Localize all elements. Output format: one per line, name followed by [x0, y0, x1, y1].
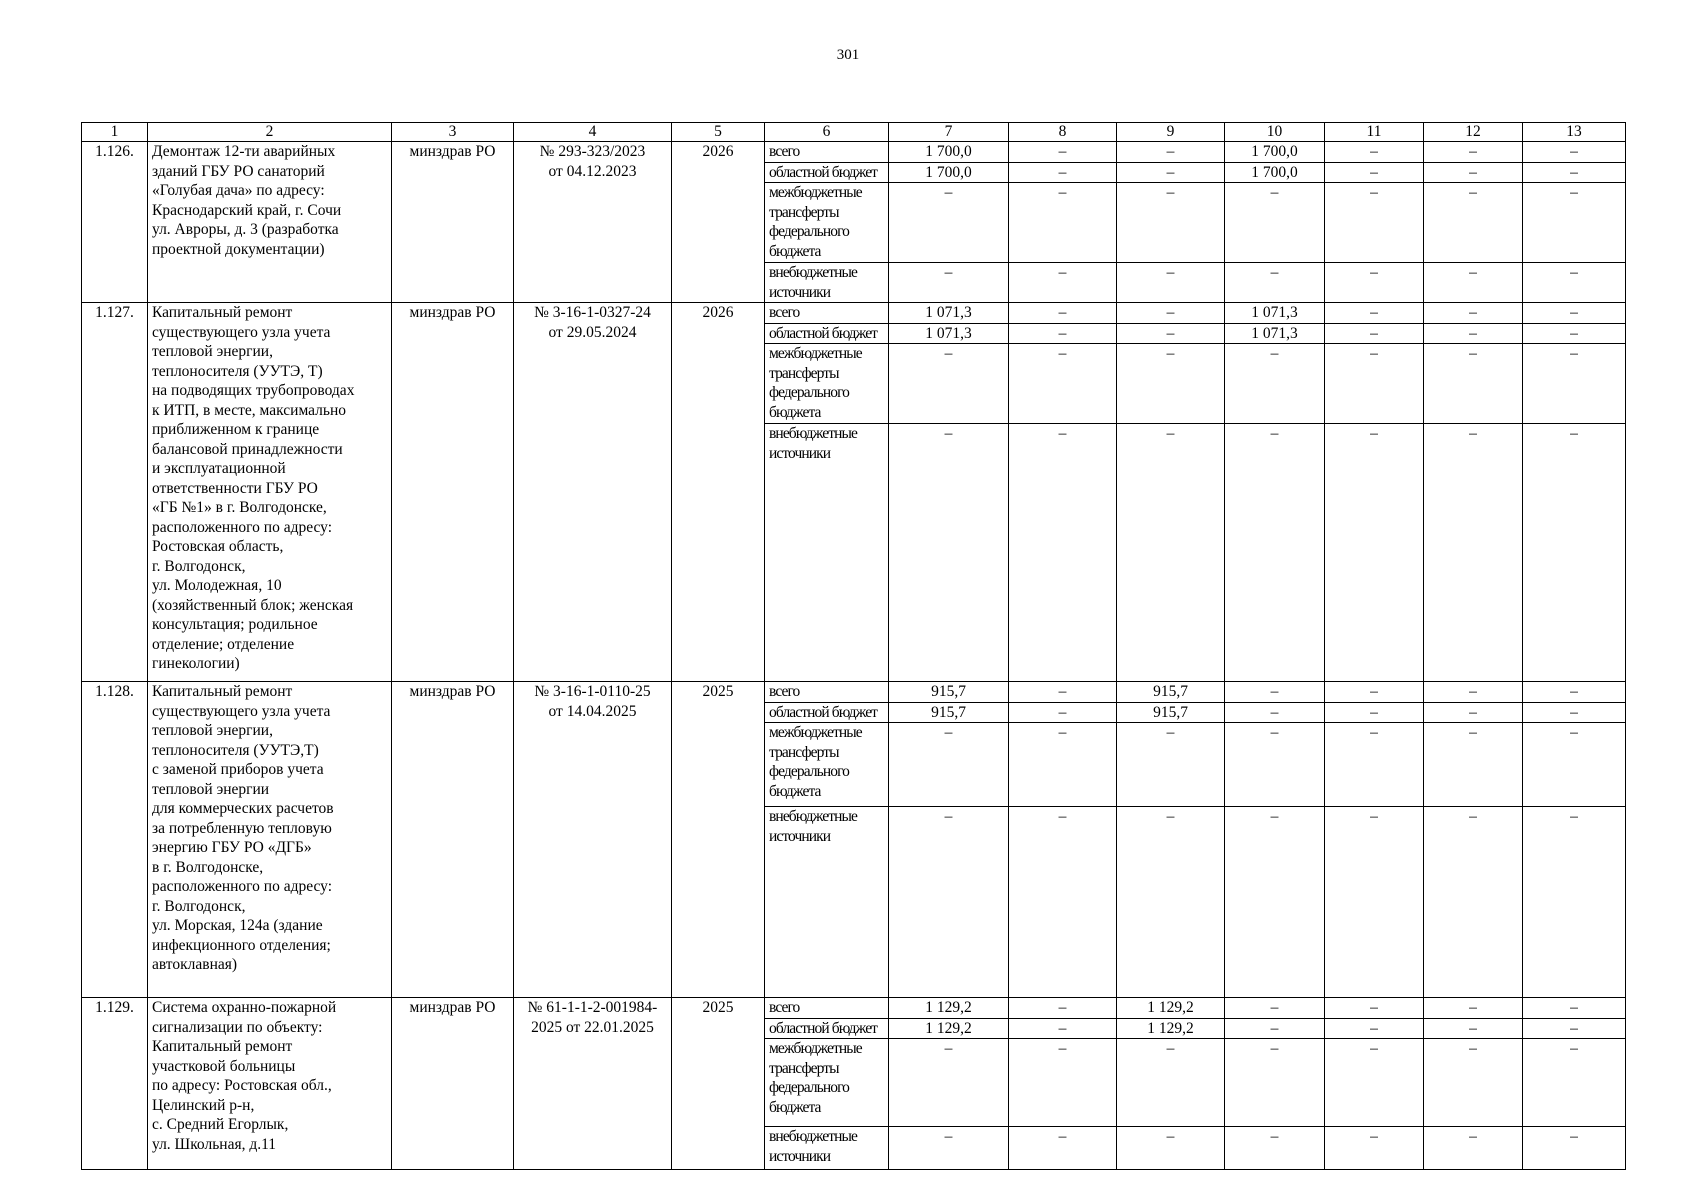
text-line: зданий ГБУ РО санаторий	[152, 162, 325, 180]
col-header: 9	[1117, 123, 1225, 142]
value-cell: –	[1523, 723, 1626, 807]
text-line: 2025 от 22.01.2025	[531, 1018, 654, 1036]
text-line: участковой больницы	[152, 1057, 296, 1075]
text-line: с. Средний Егорлык,	[152, 1116, 289, 1133]
value-cell: 1 071,3	[889, 303, 1009, 324]
value-cell: –	[1523, 682, 1626, 703]
value-cell: –	[1009, 344, 1117, 424]
text-line: г. Волгодонск,	[152, 897, 246, 915]
value-cell: 915,7	[1117, 682, 1225, 703]
value-cell: –	[889, 183, 1009, 263]
value-cell: –	[1225, 998, 1325, 1019]
col-header: 11	[1325, 123, 1424, 142]
value-cell: –	[1009, 1039, 1117, 1127]
text-line: областной бюджет	[769, 703, 878, 721]
value-cell: –	[889, 723, 1009, 807]
col-header: 8	[1009, 123, 1117, 142]
value-cell: 915,7	[1117, 702, 1225, 723]
text-line: существующего узла учета	[152, 323, 331, 341]
text-line: источники	[769, 827, 831, 845]
funding-source	[765, 183, 889, 263]
entry-year: 2026	[672, 303, 765, 682]
text-line: «Голубая дача» по адресу:	[152, 182, 325, 199]
value-cell: –	[1009, 303, 1117, 324]
funding-source	[765, 807, 889, 998]
text-line: № 3-16-1-0327-24	[534, 304, 651, 321]
value-cell: 1 700,0	[1225, 142, 1325, 163]
value-cell: –	[1325, 1018, 1424, 1039]
text-line: федерального	[769, 384, 850, 401]
value-cell: 1 700,0	[1225, 162, 1325, 183]
funding-source	[765, 162, 889, 183]
text-line: источники	[769, 1147, 831, 1165]
funding-source	[765, 142, 889, 163]
value-cell: 1 071,3	[1225, 303, 1325, 324]
value-cell: –	[1325, 1039, 1424, 1127]
value-cell: –	[1117, 303, 1225, 324]
value-cell: –	[889, 1127, 1009, 1170]
text-line: Краснодарский край, г. Сочи	[152, 201, 342, 219]
text-line: № 61-1-1-2-001984-	[527, 999, 658, 1016]
entry-organization: минздрав РО	[392, 303, 514, 682]
value-cell: –	[1424, 807, 1523, 998]
entry-name	[148, 998, 392, 1170]
text-line: ответственности ГБУ РО	[152, 479, 318, 497]
text-line: энергию ГБУ РО «ДГБ»	[152, 839, 312, 856]
text-line: существующего узла учета	[152, 702, 331, 720]
value-cell: –	[1325, 807, 1424, 998]
value-cell: –	[1009, 142, 1117, 163]
value-cell: 1 129,2	[889, 1018, 1009, 1039]
text-line: от 14.04.2025	[548, 702, 637, 720]
entry-organization: минздрав РО	[392, 682, 514, 998]
value-cell: –	[1009, 998, 1117, 1019]
text-line: межбюджетные	[769, 724, 862, 741]
value-cell: 1 700,0	[889, 162, 1009, 183]
table-body	[82, 123, 1626, 1170]
entry-year: 2026	[672, 142, 765, 303]
text-line: № 293-323/2023	[539, 143, 646, 160]
text-line: всего	[769, 143, 800, 160]
table-row	[82, 682, 1626, 703]
text-line: (хозяйственный блок; женская	[152, 596, 354, 614]
value-cell: –	[1325, 162, 1424, 183]
value-cell: –	[1009, 1127, 1117, 1170]
col-header: 2	[148, 123, 392, 142]
value-cell: –	[1009, 424, 1117, 682]
value-cell: –	[1117, 344, 1225, 424]
value-cell: –	[1009, 702, 1117, 723]
text-line: внебюджетные	[769, 1128, 858, 1145]
value-cell: –	[1117, 183, 1225, 263]
value-cell: –	[1523, 1018, 1626, 1039]
entry-name	[148, 682, 392, 998]
text-line: Капитальный ремонт	[152, 683, 293, 700]
value-cell: –	[1225, 263, 1325, 303]
value-cell: –	[1225, 682, 1325, 703]
text-line: инфекционного отделения;	[152, 936, 331, 954]
col-header: 3	[392, 123, 514, 142]
text-line: ул. Школьная, д.11	[152, 1135, 277, 1153]
value-cell: –	[1424, 162, 1523, 183]
value-cell: –	[1225, 183, 1325, 263]
value-cell: 1 700,0	[889, 142, 1009, 163]
text-line: внебюджетные	[769, 808, 858, 825]
entry-document	[514, 682, 672, 998]
text-line: тепловой энергии,	[152, 722, 273, 739]
funding-source	[765, 1018, 889, 1039]
value-cell: –	[1225, 1018, 1325, 1039]
value-cell: –	[1424, 183, 1523, 263]
value-cell: 1 129,2	[1117, 1018, 1225, 1039]
text-line: Капитальный ремонт	[152, 1038, 293, 1055]
value-cell: –	[1523, 344, 1626, 424]
value-cell: –	[1009, 263, 1117, 303]
funding-source	[765, 303, 889, 324]
text-line: источники	[769, 444, 831, 462]
value-cell: –	[1424, 1127, 1523, 1170]
text-line: автоклавная)	[152, 956, 238, 973]
column-number-header	[82, 123, 1626, 142]
entry-number: 1.129.	[82, 998, 148, 1170]
text-line: всего	[769, 304, 800, 321]
text-line: всего	[769, 683, 800, 700]
col-header: 13	[1523, 123, 1626, 142]
text-line: отделение; отделение	[152, 635, 295, 653]
text-line: Демонтаж 12-ти аварийных	[152, 143, 336, 160]
text-line: Система охранно-пожарной	[152, 999, 337, 1016]
text-line: балансовой принадлежности	[152, 440, 343, 458]
funding-source	[765, 702, 889, 723]
value-cell: 915,7	[889, 702, 1009, 723]
text-line: областной бюджет	[769, 1019, 878, 1037]
text-line: к ИТП, в месте, максимально	[152, 401, 347, 419]
value-cell: –	[1225, 807, 1325, 998]
value-cell: –	[1523, 424, 1626, 682]
entry-number: 1.128.	[82, 682, 148, 998]
value-cell: –	[1117, 162, 1225, 183]
text-line: ул. Молодежная, 10	[152, 577, 282, 594]
table-row	[82, 142, 1626, 163]
value-cell: 1 071,3	[889, 323, 1009, 344]
text-line: расположенного по адресу:	[152, 518, 332, 536]
value-cell: –	[1424, 263, 1523, 303]
col-header: 12	[1424, 123, 1523, 142]
value-cell: –	[1523, 1127, 1626, 1170]
value-cell: –	[1424, 1018, 1523, 1039]
funding-source	[765, 723, 889, 807]
value-cell: –	[1523, 807, 1626, 998]
value-cell: –	[1325, 723, 1424, 807]
text-line: проектной документации)	[152, 240, 325, 258]
text-line: г. Волгодонск,	[152, 557, 246, 575]
value-cell: –	[1225, 1127, 1325, 1170]
value-cell: 915,7	[889, 682, 1009, 703]
value-cell: –	[1424, 142, 1523, 163]
table-row	[82, 998, 1626, 1019]
text-line: по адресу: Ростовская обл.,	[152, 1077, 332, 1094]
text-line: сигнализации по объекту:	[152, 1018, 323, 1036]
value-cell: –	[1225, 424, 1325, 682]
value-cell: 1 129,2	[889, 998, 1009, 1019]
col-header: 6	[765, 123, 889, 142]
entry-number: 1.126.	[82, 142, 148, 303]
funding-source	[765, 344, 889, 424]
value-cell: –	[1325, 344, 1424, 424]
value-cell: –	[1117, 1127, 1225, 1170]
value-cell: –	[1009, 323, 1117, 344]
value-cell: –	[1009, 183, 1117, 263]
funding-source	[765, 1127, 889, 1170]
entry-organization: минздрав РО	[392, 998, 514, 1170]
text-line: областной бюджет	[769, 324, 878, 342]
text-line: для коммерческих расчетов	[152, 800, 334, 817]
value-cell: –	[1117, 807, 1225, 998]
entry-document	[514, 998, 672, 1170]
text-line: бюджета	[769, 403, 821, 421]
value-cell: –	[1325, 682, 1424, 703]
entry-year: 2025	[672, 998, 765, 1170]
value-cell: –	[1325, 323, 1424, 344]
text-line: бюджета	[769, 782, 821, 800]
text-line: межбюджетные	[769, 1040, 862, 1057]
text-line: федерального	[769, 763, 850, 780]
text-line: бюджета	[769, 1098, 821, 1116]
value-cell: –	[1225, 723, 1325, 807]
text-line: № 3-16-1-0110-25	[534, 683, 651, 700]
funding-source	[765, 682, 889, 703]
text-line: теплоносителя (УУТЭ,Т)	[152, 741, 319, 759]
value-cell: –	[1523, 183, 1626, 263]
value-cell: –	[1424, 424, 1523, 682]
text-line: приближенном к границе	[152, 421, 320, 438]
value-cell: –	[1225, 344, 1325, 424]
text-line: межбюджетные	[769, 345, 862, 362]
text-line: источники	[769, 283, 831, 301]
value-cell: –	[1523, 702, 1626, 723]
text-line: теплоносителя (УУТЭ, Т)	[152, 362, 323, 380]
value-cell: –	[1523, 142, 1626, 163]
text-line: внебюджетные	[769, 264, 858, 281]
col-header: 10	[1225, 123, 1325, 142]
text-line: федерального	[769, 223, 850, 240]
value-cell: –	[1523, 303, 1626, 324]
col-header: 4	[514, 123, 672, 142]
value-cell: –	[1009, 807, 1117, 998]
text-line: расположенного по адресу:	[152, 878, 332, 895]
text-line: Ростовская область,	[152, 538, 284, 555]
value-cell: –	[1117, 323, 1225, 344]
text-line: от 29.05.2024	[548, 323, 637, 341]
value-cell: 1 129,2	[1117, 998, 1225, 1019]
entry-organization: минздрав РО	[392, 142, 514, 303]
text-line: от 04.12.2023	[548, 162, 637, 180]
text-line: гинекологии)	[152, 655, 240, 672]
text-line: ул. Морская, 124а (здание	[152, 917, 323, 934]
value-cell: –	[1424, 998, 1523, 1019]
text-line: и эксплуатационной	[152, 460, 286, 477]
value-cell: 1 071,3	[1225, 323, 1325, 344]
value-cell: –	[1225, 702, 1325, 723]
value-cell: –	[1523, 1039, 1626, 1127]
text-line: с заменой приборов учета	[152, 761, 324, 778]
col-header: 5	[672, 123, 765, 142]
value-cell: –	[1424, 303, 1523, 324]
text-line: трансферты	[769, 1059, 839, 1077]
value-cell: –	[1523, 162, 1626, 183]
text-line: на подводящих трубопроводах	[152, 382, 355, 399]
entry-number: 1.127.	[82, 303, 148, 682]
text-line: «ГБ №1» в г. Волгодонске,	[152, 499, 327, 516]
value-cell: –	[1424, 344, 1523, 424]
value-cell: –	[1325, 998, 1424, 1019]
entry-document	[514, 142, 672, 303]
value-cell: –	[889, 1039, 1009, 1127]
text-line: консультация; родильное	[152, 616, 318, 633]
funding-source	[765, 323, 889, 344]
value-cell: –	[1424, 1039, 1523, 1127]
text-line: трансферты	[769, 743, 839, 761]
value-cell: –	[1523, 263, 1626, 303]
text-line: тепловой энергии,	[152, 343, 273, 360]
text-line: трансферты	[769, 364, 839, 382]
text-line: за потребленную тепловую	[152, 819, 332, 837]
entry-name	[148, 303, 392, 682]
value-cell: –	[1325, 1127, 1424, 1170]
text-line: бюджета	[769, 242, 821, 260]
value-cell: –	[1009, 682, 1117, 703]
entry-name	[148, 142, 392, 303]
value-cell: –	[1424, 682, 1523, 703]
value-cell: –	[1325, 424, 1424, 682]
value-cell: –	[1117, 723, 1225, 807]
col-header: 7	[889, 123, 1009, 142]
value-cell: –	[1424, 723, 1523, 807]
text-line: тепловой энергии	[152, 780, 270, 798]
value-cell: –	[1117, 424, 1225, 682]
value-cell: –	[1009, 162, 1117, 183]
funding-source	[765, 1039, 889, 1127]
funding-source	[765, 263, 889, 303]
col-header: 1	[82, 123, 148, 142]
text-line: в г. Волгодонске,	[152, 858, 264, 876]
text-line: всего	[769, 999, 800, 1016]
value-cell: –	[1009, 1018, 1117, 1039]
value-cell: –	[1325, 183, 1424, 263]
text-line: федерального	[769, 1079, 850, 1096]
value-cell: –	[1325, 303, 1424, 324]
funding-source	[765, 998, 889, 1019]
value-cell: –	[1523, 323, 1626, 344]
text-line: межбюджетные	[769, 184, 862, 201]
value-cell: –	[889, 263, 1009, 303]
table-row	[82, 303, 1626, 324]
value-cell: –	[1325, 263, 1424, 303]
value-cell: –	[1009, 723, 1117, 807]
value-cell: –	[1424, 702, 1523, 723]
text-line: внебюджетные	[769, 425, 858, 442]
value-cell: –	[889, 807, 1009, 998]
page-number: 301	[836, 47, 860, 63]
value-cell: –	[889, 344, 1009, 424]
budget-table	[81, 122, 1626, 1170]
value-cell: –	[1424, 323, 1523, 344]
text-line: трансферты	[769, 203, 839, 221]
text-line: областной бюджет	[769, 163, 878, 181]
value-cell: –	[1117, 1039, 1225, 1127]
text-line: ул. Авроры, д. 3 (разработка	[152, 221, 339, 238]
value-cell: –	[1225, 1039, 1325, 1127]
value-cell: –	[1325, 142, 1424, 163]
funding-source	[765, 424, 889, 682]
entry-document	[514, 303, 672, 682]
text-line: Целинский р-н,	[152, 1096, 255, 1114]
value-cell: –	[1523, 998, 1626, 1019]
value-cell: –	[1117, 263, 1225, 303]
value-cell: –	[1117, 142, 1225, 163]
value-cell: –	[889, 424, 1009, 682]
value-cell: –	[1325, 702, 1424, 723]
entry-year: 2025	[672, 682, 765, 998]
text-line: Капитальный ремонт	[152, 304, 293, 321]
